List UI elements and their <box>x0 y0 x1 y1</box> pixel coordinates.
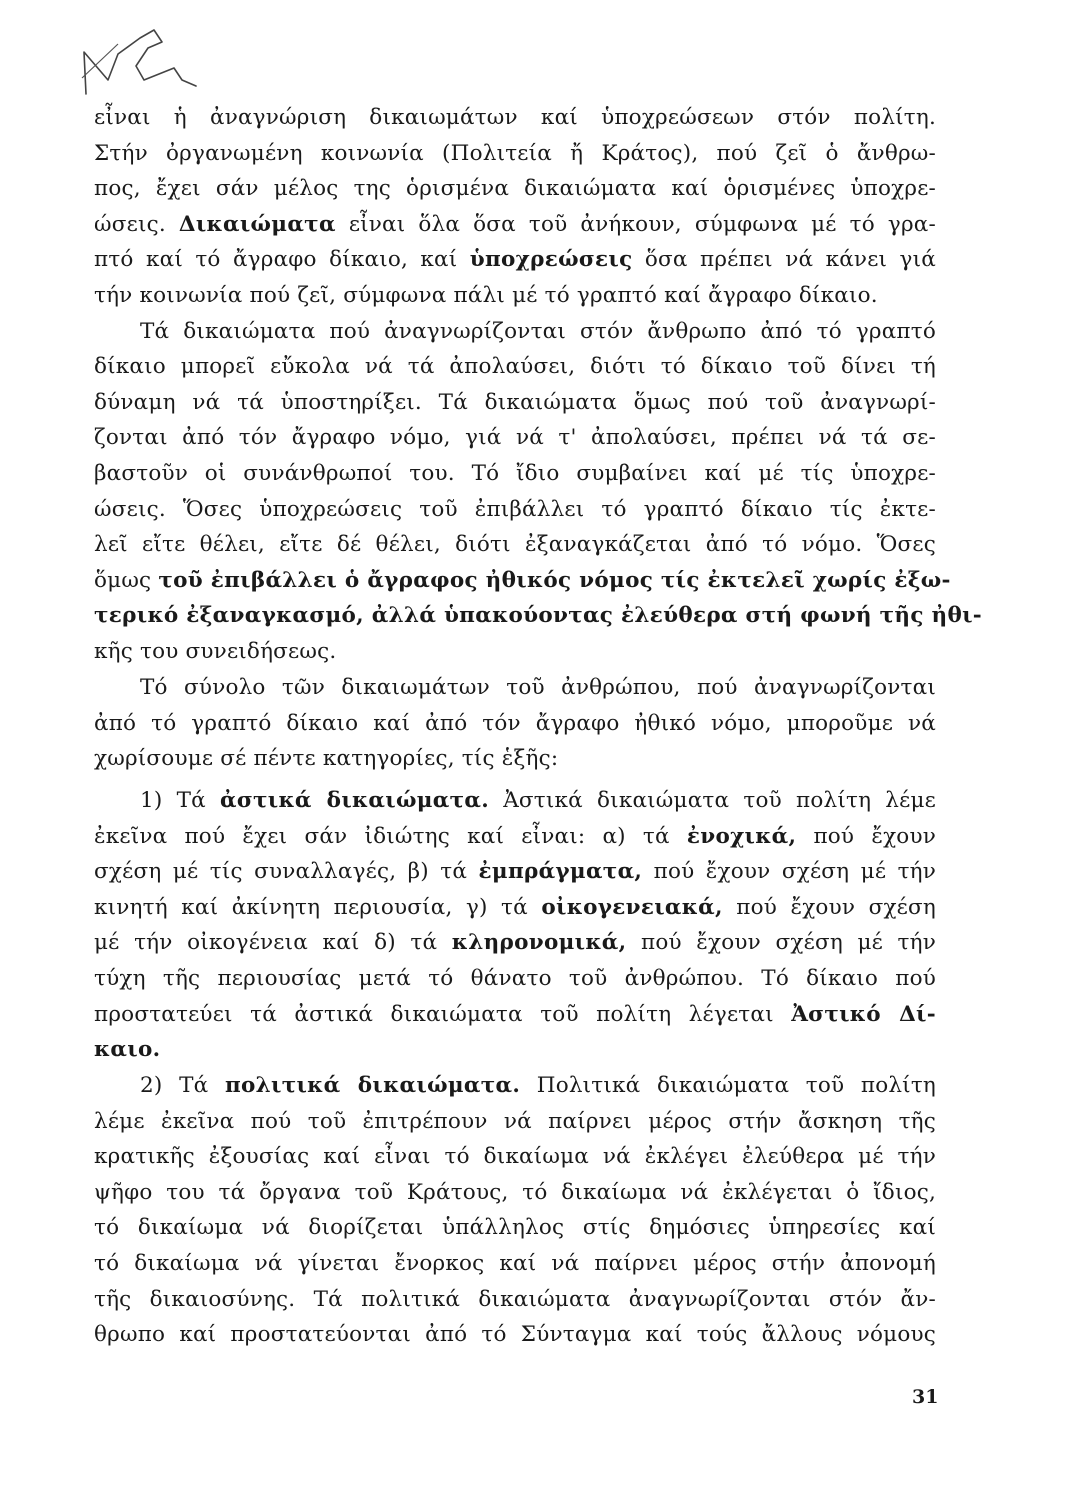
text-line: λεῖ εἴτε θέλει, εἴτε δέ θέλει, διότι ἐξαναγκάζεται ἀπό τό νόμο. Ὅσες <box>94 532 936 558</box>
page-number: 31 <box>912 1386 939 1408</box>
text-line: εἶναι ἡ ἀναγνώριση δικαιωμάτων καί ὑποχρεώσεων στόν πολίτη. <box>94 105 936 130</box>
bold-term-obligations: ὑποχρεώσεις <box>469 247 633 273</box>
bold-heading-civil-rights: ἀστικά δικαιώματα. <box>220 788 490 813</box>
bold-term-civil-law: Ἀστικό Δί- <box>791 1001 936 1027</box>
text-line: λέμε ἐκεῖνα πού τοῦ ἐπιτρέπουν νά παίρνει μέρος στήν ἄσκηση τῆς <box>94 1108 936 1134</box>
bold-phrase-voice: τερικό ἐξαναγκασμό, ἀλλά ὑπακούοντας ἐλεύθερα στή φωνή τῆς ἠθι- <box>94 603 983 629</box>
text-line: τό δικαίωμα νά διορίζεται ὑπάλληλος στίς δημόσιες ὑπηρεσίες καί <box>94 1215 936 1241</box>
text-line: δύναμη νά τά ὑποστηρίξει. Τά δικαιώματα ὅμως πού τοῦ ἀναγνωρί- <box>94 389 936 415</box>
text-line: πος, ἔχει σάν μέλος της ὁρισμένα δικαιώματα καί ὁρισμένες ὑποχρε- <box>94 176 936 202</box>
text-line: βαστοῦν οἱ συνάνθρωποί του. Τό ἴδιο συμβαίνει καί μέ τίς ὑποχρε- <box>94 460 936 486</box>
text-line <box>94 1032 936 1068</box>
text-line: Τό σύνολο τῶν δικαιωμάτων τοῦ ἀνθρώπου, πού ἀναγνωρίζονται <box>140 675 936 700</box>
text-line: θρωπο καί προστατεύονται ἀπό τό Σύνταγμα καί τούς ἄλλους νόμους <box>94 1322 936 1348</box>
text-line: 2) Τά πολιτικά δικαιώματα. Πολιτικά δικαιώματα τοῦ πολίτη <box>140 1073 936 1098</box>
bold-term-inheritance: κληρονομικά, <box>451 930 627 956</box>
text-line: κῆς του συνειδήσεως. <box>94 638 337 664</box>
bold-phrase-moral-law: τοῦ ἐπιβάλλει ὁ ἄγραφος ἠθικός νόμος τίς ἐκτελεῖ χωρίς ἐξω- <box>158 567 951 593</box>
text-line: ὅμως τοῦ ἐπιβάλλει ὁ ἄγραφος ἠθικός νόμος τίς ἐκτελεῖ χωρίς ἐξω- <box>94 567 951 593</box>
text-line: προστατεύει τά ἀστικά δικαιώματα τοῦ πολίτη λέγεται Ἀστικό Δί- <box>94 1001 936 1027</box>
paragraph-3 <box>94 670 936 777</box>
text-line: μέ τήν οἰκογένεια καί δ) τά κληρονομικά, πού ἔχουν σχέση μέ τήν <box>94 930 936 956</box>
text-line: πτό καί τό ἄγραφο δίκαιο, καί ὑποχρεώσεις ὅσα πρέπει νά κάνει γιά <box>94 247 936 273</box>
text-line: 1) Τά ἀστικά δικαιώματα. Ἀστικά δικαιώματα τοῦ πολίτη λέμε <box>140 788 936 813</box>
text-line <box>94 598 983 634</box>
text-line: χωρίσουμε σέ πέντε κατηγορίες, τίς ἑξῆς: <box>94 746 559 772</box>
text-line: ἐκεῖνα πού ἔχει σάν ἰδιώτης καί εἶναι: α) τά ἐνοχικά, πού ἔχουν <box>94 823 936 849</box>
text-line: τό δικαίωμα νά γίνεται ἔνορκος καί νά παίρνει μέρος στήν ἀπονομή <box>94 1250 936 1276</box>
text-line: τήν κοινωνία πού ζεῖ, σύμφωνα πάλι μέ τό γραπτό καί ἄγραφο δίκαιο. <box>94 282 878 308</box>
text-line: δίκαιο μπορεῖ εὔκολα νά τά ἀπολαύσει, διότι τό δίκαιο τοῦ δίνει τή <box>94 354 936 380</box>
text-line: κινητή καί ἀκίνητη περιουσία, γ) τά οἰκογενειακά, πού ἔχουν σχέση <box>94 894 936 920</box>
pen-scribble-mark <box>78 22 208 102</box>
bold-heading-political-rights: πολιτικά δικαιώματα. <box>224 1073 521 1098</box>
bold-term-property: ἐμπράγματα, <box>478 859 643 885</box>
text-line: κρατικῆς ἐξουσίας καί εἶναι τό δικαίωμα νά ἐκλέγει ἐλεύθερα μέ τήν <box>94 1144 936 1170</box>
paragraph-1 <box>94 100 936 314</box>
text-line: σχέση μέ τίς συναλλαγές, β) τά ἐμπράγματα, πού ἔχουν σχέση μέ τήν <box>94 859 937 885</box>
bold-term-civil-law-end: καιο. <box>94 1037 161 1063</box>
bold-term-rights: Δικαιώματα <box>178 211 336 237</box>
text-line: ώσεις. Ὅσες ὑποχρεώσεις τοῦ ἐπιβάλλει τό γραπτό δίκαιο τίς ἐκτε- <box>94 496 936 522</box>
bold-term-family: οἰκογενειακά, <box>541 894 723 920</box>
paragraph-civil-rights <box>94 783 936 1068</box>
text-line: τῆς δικαιοσύνης. Τά πολιτικά δικαιώματα ἀναγνωρίζονται στόν ἄν- <box>94 1286 936 1312</box>
paragraph-political-rights <box>94 1068 936 1353</box>
text-line: τύχη τῆς περιουσίας μετά τό θάνατο τοῦ ἀνθρώπου. Τό δίκαιο πού <box>94 965 936 991</box>
text-line: ψῆφο του τά ὄργανα τοῦ Κράτους, τό δικαίωμα νά ἐκλέγεται ὁ ἴδιος, <box>94 1179 936 1205</box>
text-line: ώσεις. Δικαιώματα εἶναι ὅλα ὅσα τοῦ ἀνήκουν, σύμφωνα μέ τό γρα- <box>94 211 936 237</box>
text-line: Τά δικαιώματα πού ἀναγνωρίζονται στόν ἄνθρωπο ἀπό τό γραπτό <box>140 318 936 344</box>
text-line: ζονται ἀπό τόν ἄγραφο νόμο, γιά νά τ' ἀπολαύσει, πρέπει νά τά σε- <box>94 425 936 451</box>
paragraph-2 <box>94 314 983 670</box>
text-line: Στήν ὀργανωμένη κοινωνία (Πολιτεία ἤ Κράτος), πού ζεῖ ὁ ἄνθρω- <box>94 140 936 166</box>
bold-term-obligatory: ἐνοχικά, <box>686 823 797 849</box>
text-line: ἀπό τό γραπτό δίκαιο καί ἀπό τόν ἄγραφο ἠθικό νόμο, μποροῦμε νά <box>94 710 936 736</box>
